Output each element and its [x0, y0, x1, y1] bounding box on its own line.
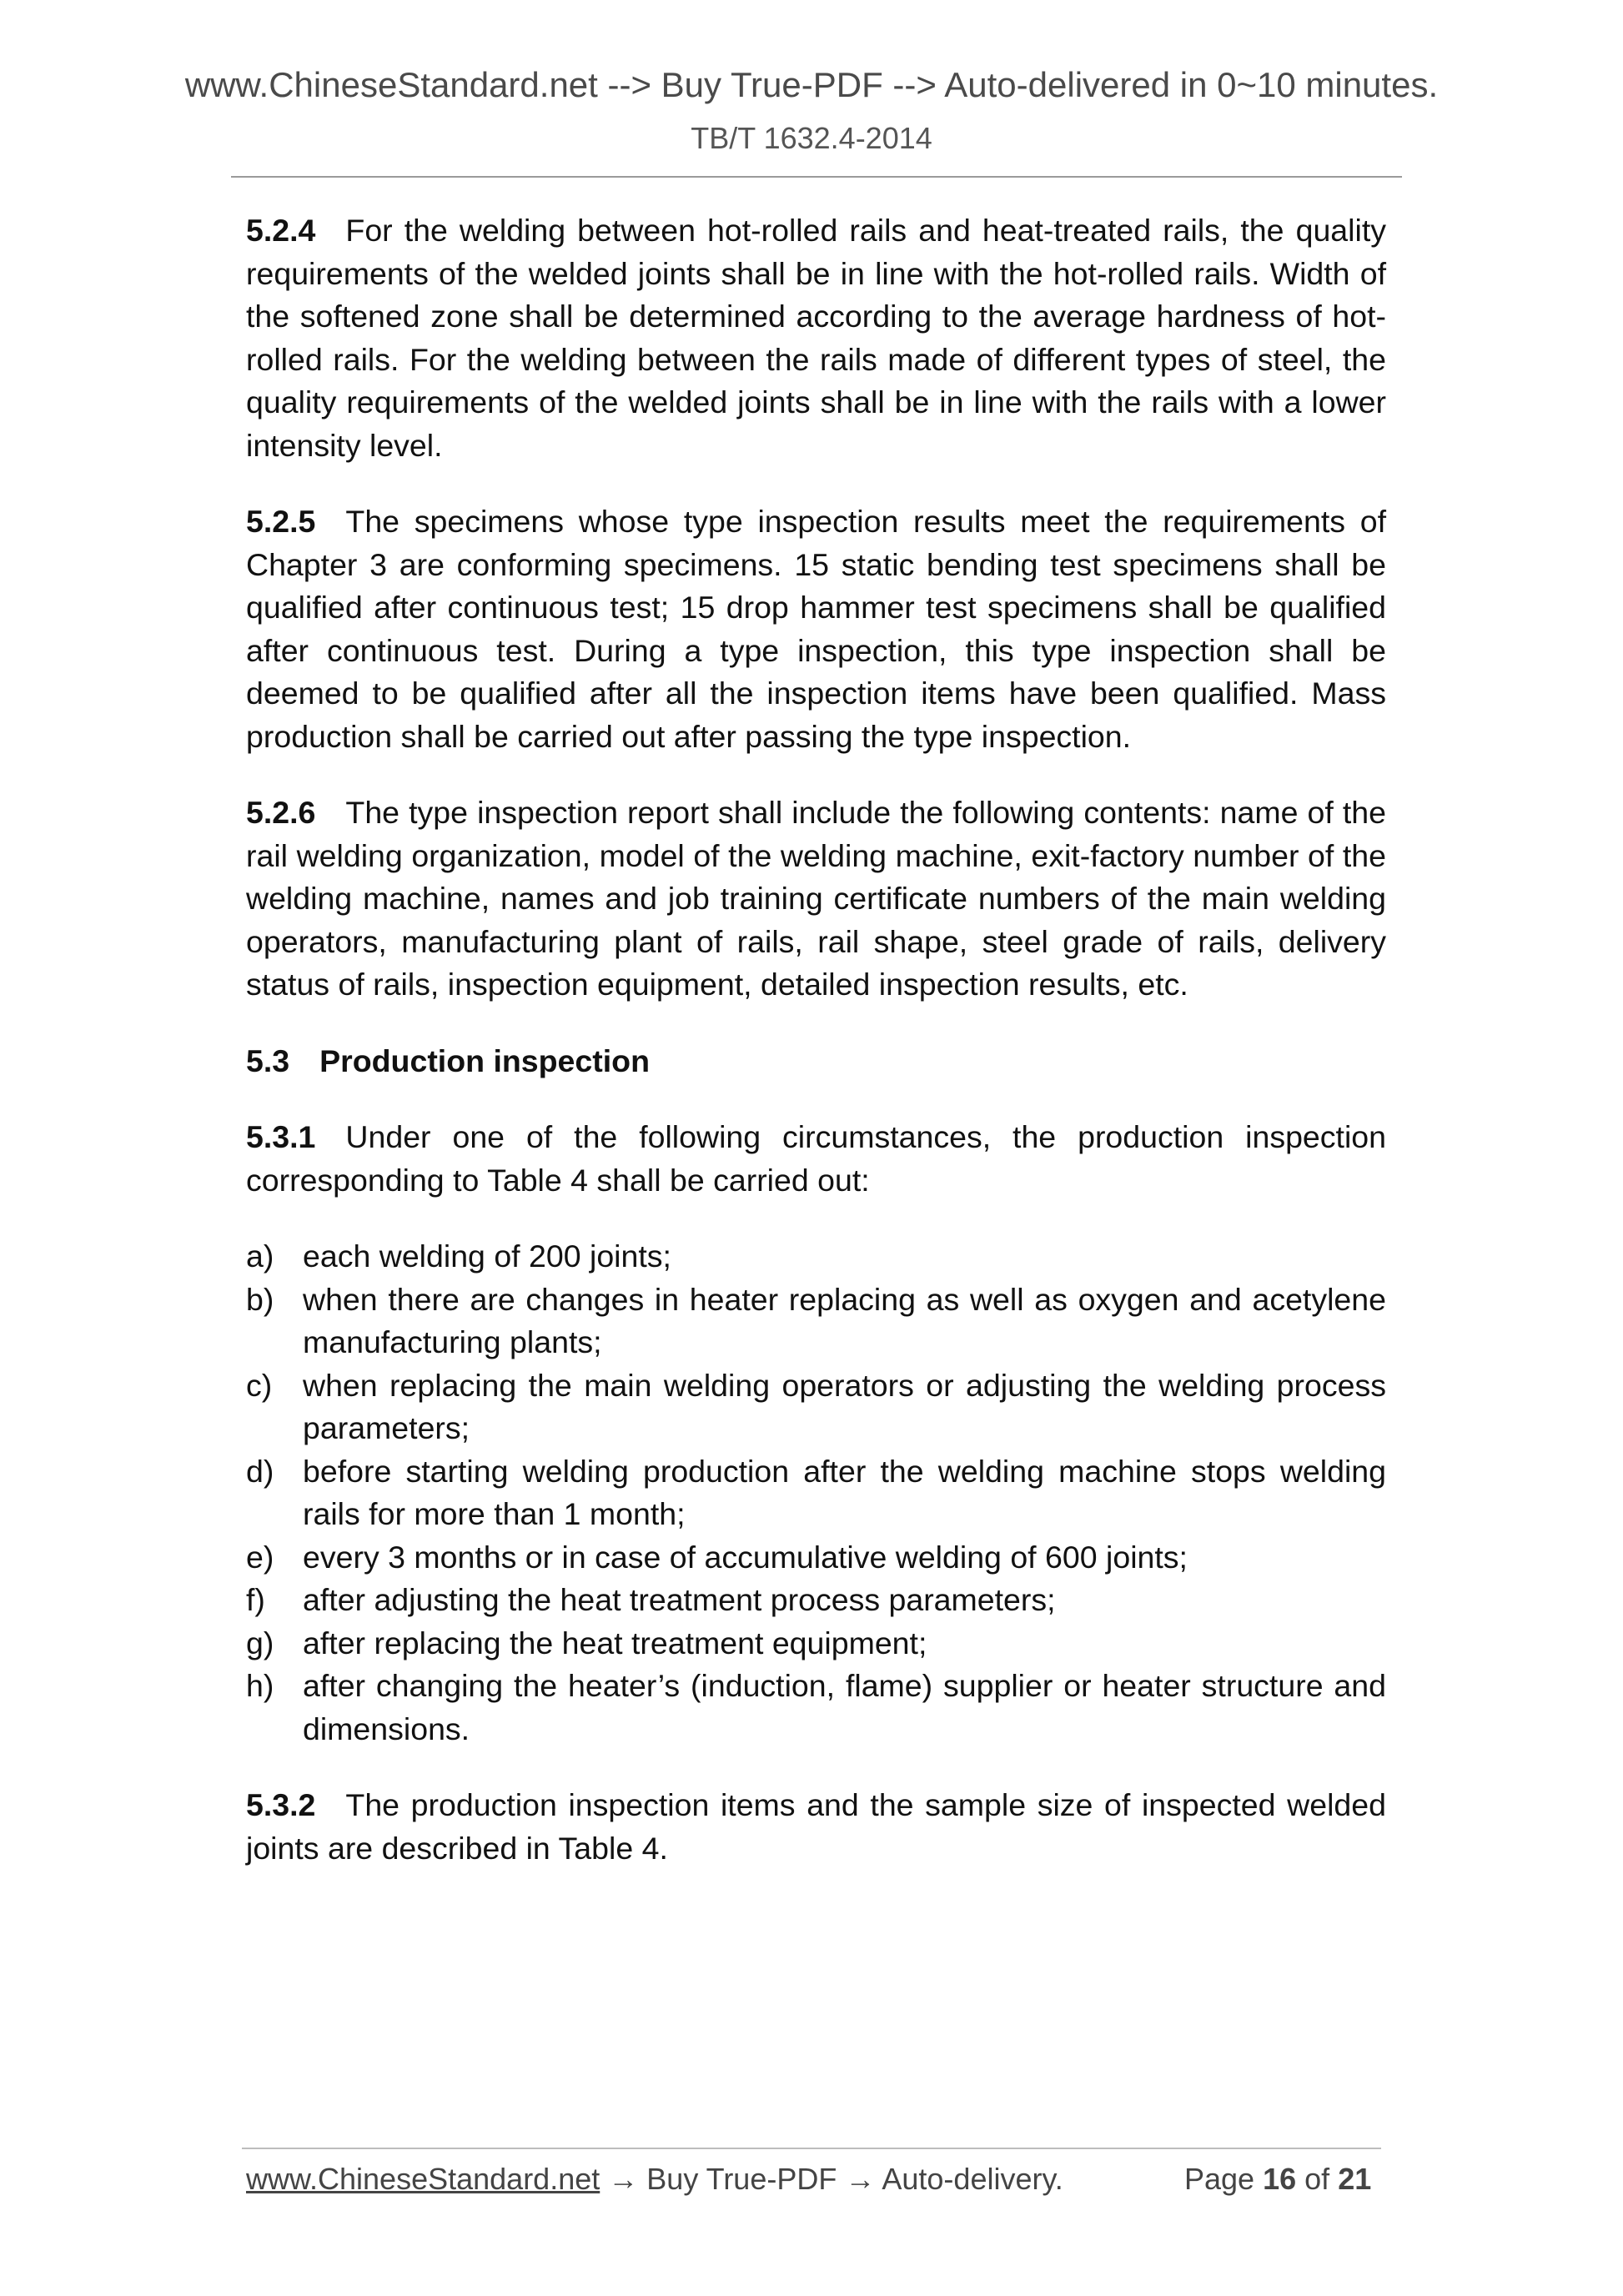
list-item [246, 1622, 1386, 1665]
list-marker: e) [246, 1539, 274, 1575]
total-pages-number: 21 [1338, 2162, 1372, 2196]
list-item [246, 1364, 1386, 1450]
arrow-right-icon: → [608, 2162, 639, 2196]
list-marker: d) [246, 1453, 274, 1489]
page-indicator [1184, 2162, 1371, 2197]
clause-text: For the welding between hot-rolled rails and heat-treated rails, the quality requirements of the welded joints shall be in line with the hot-rolled rails. Width of the softened zone shall be determined according to the average hardness of hot-rolled rails. For the welding between the rails made of different types of steel, the quality requirements of the welded joints shall be in line with the rails with a lower intensity level. [246, 213, 1386, 463]
site-link[interactable]: www.ChineseStandard.net [246, 2162, 600, 2196]
clause-text: The production inspection items and the sample size of inspected welded joints are described in Table 4. [246, 1787, 1386, 1866]
clause-number: 5.3.2 [246, 1787, 316, 1822]
clause-number: 5.2.5 [246, 504, 316, 539]
list-item [246, 1665, 1386, 1751]
buy-pdf-text: Buy True-PDF [646, 2162, 837, 2196]
list-item [246, 1536, 1386, 1580]
clause-5-2-5 [246, 500, 1386, 758]
list-marker: g) [246, 1625, 274, 1660]
clause-text: The type inspection report shall include the following contents: name of the rail welding organization, model of the welding machine, exit-factory number of the welding machine, names and job training certificate numbers of the main welding operators, manufacturing plant of rails, rail shape, steel grade of rails, delivery status of rails, inspection equipment, detailed inspection results, etc. [246, 795, 1386, 1002]
clause-5-3-2 [246, 1784, 1386, 1870]
clause-5-2-6 [246, 791, 1386, 1007]
list-item-text: when replacing the main welding operators or adjusting the welding process parameters; [303, 1367, 1386, 1445]
clause-5-2-4 [246, 209, 1386, 467]
section-heading-5-3 [246, 1040, 1386, 1083]
heading-title: Production inspection [319, 1042, 650, 1078]
document-id: TB/T 1632.4-2014 [691, 121, 932, 155]
list-item-text: after changing the heater’s (induction, flame) supplier or heater structure and dimensions. [303, 1668, 1386, 1746]
list-marker: c) [246, 1367, 273, 1403]
list-marker: h) [246, 1668, 274, 1703]
auto-delivery-text: Auto-delivery. [882, 2162, 1063, 2196]
clause-text: The specimens whose type inspection results meet the requirements of Chapter 3 are conforming specimens. 15 static bending test specimens shall be qualified after continuous test; 15 drop hammer test specimens shall be qualified after continuous test. During a type inspection, this type inspection shall be deemed to be qualified after all the inspection items have been qualified. Mass production shall be carried out after passing the type inspection. [246, 504, 1386, 754]
footer-divider [242, 2148, 1381, 2149]
footer-links [246, 2162, 1063, 2197]
clause-number: 5.2.6 [246, 795, 316, 830]
clause-text: Under one of the following circumstances, the production inspection corresponding to Table 4 shall be carried out: [246, 1119, 1386, 1198]
list-item [246, 1579, 1386, 1622]
page-content [246, 209, 1386, 1903]
list-item-text: each welding of 200 joints; [303, 1238, 671, 1274]
list-marker: b) [246, 1281, 274, 1317]
list-item-text: every 3 months or in case of accumulative welding of 600 joints; [303, 1539, 1188, 1575]
list-item-text: after adjusting the heat treatment process parameters; [303, 1582, 1056, 1617]
list-marker: f) [246, 1582, 265, 1617]
clause-number: 5.3.1 [246, 1119, 316, 1154]
header-banner: www.ChineseStandard.net --> Buy True-PDF --> Auto-delivered in 0~10 minutes. [184, 65, 1439, 104]
list-item [246, 1235, 1386, 1279]
list-item-text: when there are changes in heater replacing as well as oxygen and acetylene manufacturing plants; [303, 1281, 1386, 1359]
of-label: of [1304, 2162, 1330, 2196]
circumstances-list [246, 1235, 1386, 1751]
clause-number: 5.2.4 [246, 213, 316, 248]
current-page-number: 16 [1263, 2162, 1297, 2196]
page-label: Page [1184, 2162, 1255, 2196]
header-divider [231, 176, 1402, 178]
list-item-text: after replacing the heat treatment equipment; [303, 1625, 927, 1660]
list-item [246, 1450, 1386, 1536]
heading-number: 5.3 [246, 1042, 290, 1078]
list-item [246, 1279, 1386, 1364]
arrow-right-icon: → [845, 2162, 876, 2196]
clause-5-3-1 [246, 1116, 1386, 1202]
list-marker: a) [246, 1238, 274, 1274]
list-item-text: before starting welding production after the welding machine stops welding rails for more than 1 month; [303, 1453, 1386, 1531]
